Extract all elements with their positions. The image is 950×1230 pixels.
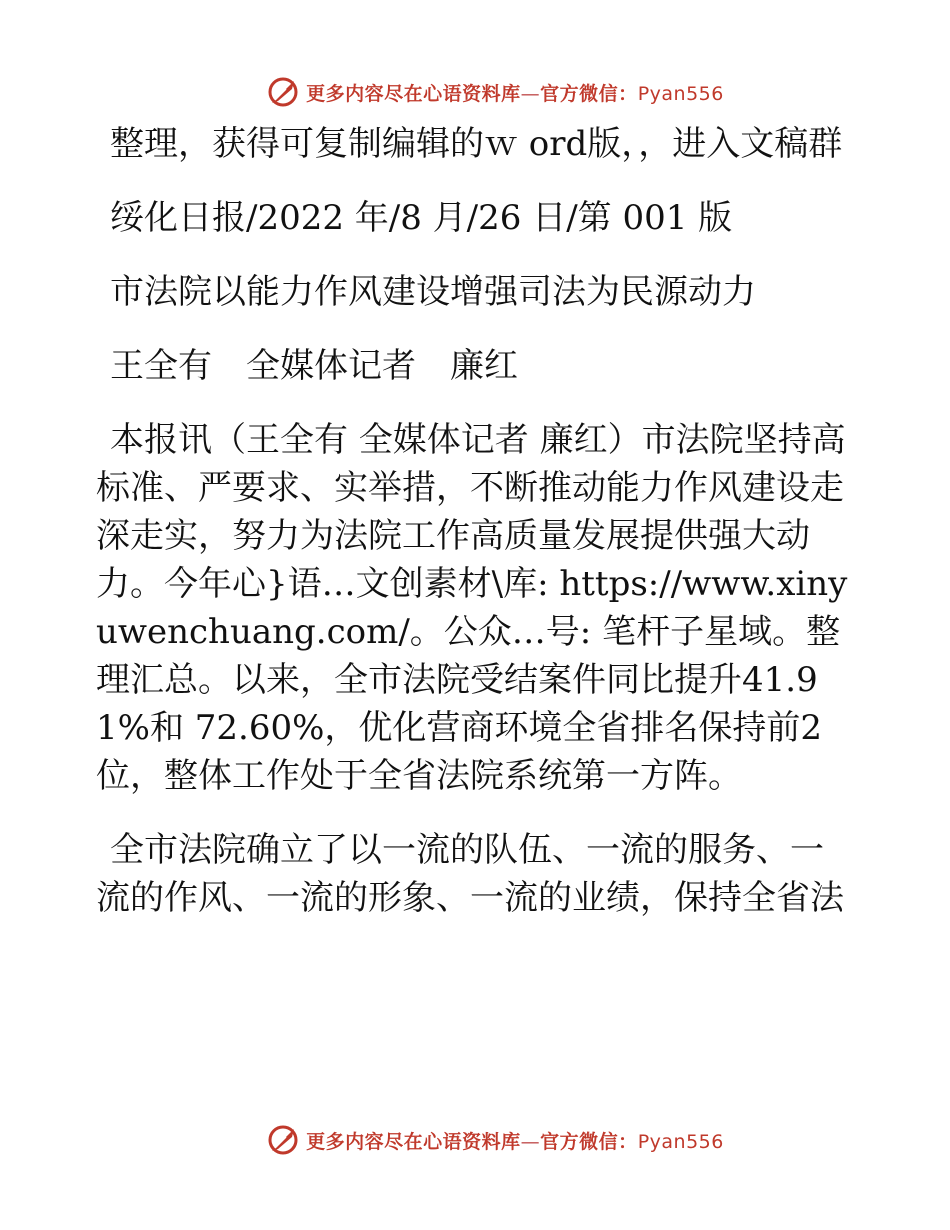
intro-note: 整理，获得可复制编辑的ｗ ord版，，进入文稿群 bbox=[110, 124, 843, 164]
quill-circle-logo-icon bbox=[266, 75, 300, 109]
quill-circle-logo-icon bbox=[266, 1123, 300, 1157]
banner-text bbox=[306, 79, 724, 106]
source-line: 绥化日报/2022 年/8 月/26 日/第 001 版 bbox=[110, 198, 733, 238]
banner-main-text: 更多内容尽在心语资料库 bbox=[306, 1130, 521, 1153]
body-paragraph: 全市法院确立了以一流的队伍、一流的服务、一流的作风、一流的形象、一流的业绩，保持全省法 bbox=[96, 830, 844, 918]
header-watermark-banner bbox=[0, 72, 950, 112]
banner-wechat-label: 官方微信： bbox=[540, 82, 638, 105]
banner-wechat-id: Pyan556 bbox=[637, 82, 724, 105]
banner-wechat-label: 官方微信： bbox=[540, 1130, 638, 1153]
banner-dash: — bbox=[520, 1130, 541, 1153]
footer-watermark-banner bbox=[0, 1120, 950, 1160]
banner-dash: — bbox=[520, 82, 541, 105]
body-paragraph: 本报讯（王全有 全媒体记者 廉红）市法院坚持高标准、严要求、实举措，不断推动能力作风建设走深走实，努力为法院工作高质量发展提供强大动力。今年心}语…文创素材\库: https://www.xinyuwenchuang.com/。公众…号: 笔杆子星域。整理汇总。以来，全市法院受结案件同比提升41.91%和 72.60%，优化营商环境全省排名保持前2 位，整体工作处于全省法院系统第一方阵。 bbox=[96, 420, 848, 796]
article-title: 市法院以能力作风建设增强司法为民源动力 bbox=[110, 272, 756, 312]
byline: 王全有 全媒体记者 廉红 bbox=[110, 346, 518, 386]
document-body bbox=[96, 120, 856, 948]
banner-main-text: 更多内容尽在心语资料库 bbox=[306, 82, 521, 105]
banner-wechat-id: Pyan556 bbox=[637, 1130, 724, 1153]
banner-text bbox=[306, 1127, 724, 1154]
